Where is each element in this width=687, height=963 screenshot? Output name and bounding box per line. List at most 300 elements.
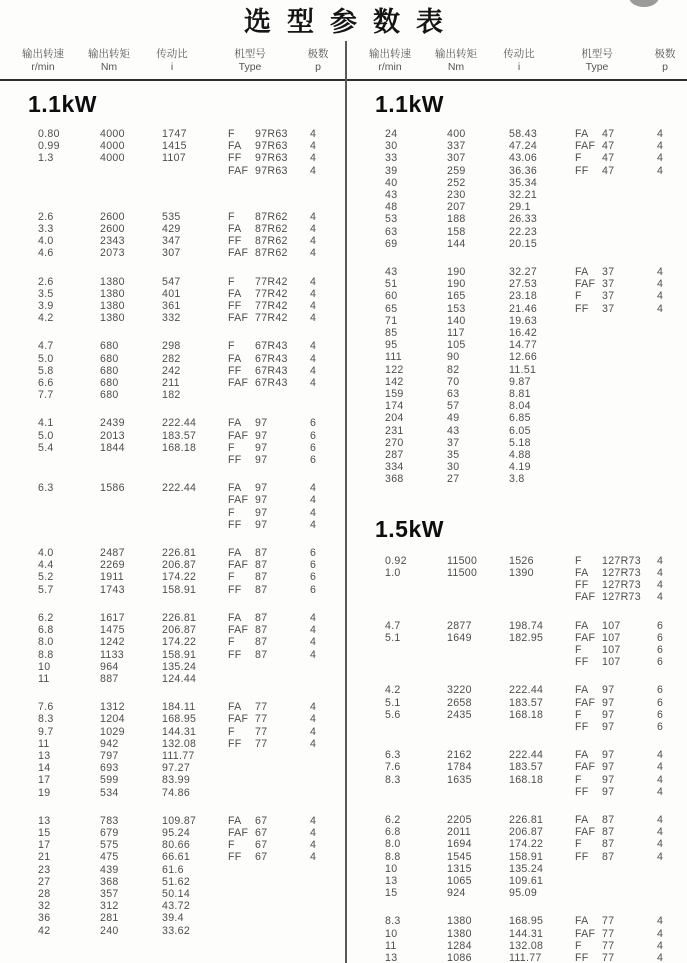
column-header-unit: Nm [447, 61, 465, 73]
cell-prefix [575, 339, 602, 351]
cell-poles: 4 [310, 300, 317, 313]
cell-speed: 27 [38, 875, 51, 888]
cell-torque: 1380 [100, 312, 125, 325]
table-row [347, 928, 687, 940]
cell-speed [385, 644, 447, 656]
cell-poles: 4 [657, 302, 664, 315]
cell-torque: 599 [100, 774, 119, 787]
cell-prefix: FA [228, 547, 242, 560]
cell-prefix: FAF [228, 429, 249, 442]
cell-poles [657, 351, 687, 363]
cell-ratio: 47.24 [509, 140, 538, 153]
cell-ratio: 32.27 [509, 266, 538, 279]
cell-poles [310, 389, 340, 401]
table-row [0, 417, 345, 429]
cell-poles [657, 425, 687, 437]
cell-ratio: 26.33 [509, 213, 538, 226]
cell-torque: 90 [447, 351, 460, 364]
cell-speed: 5.0 [38, 429, 54, 442]
cell-ratio: 226.81 [509, 813, 544, 826]
cell-prefix: FF [575, 785, 589, 798]
cell-poles [657, 364, 687, 376]
cell-prefix [575, 437, 602, 449]
cell-model [602, 364, 657, 376]
cell-torque: 158 [447, 225, 466, 238]
table-row [0, 430, 345, 442]
cell-poles: 4 [657, 773, 664, 786]
cell-torque: 2011 [447, 826, 471, 839]
cell-ratio: 547 [162, 275, 181, 288]
cell-poles: 6 [657, 643, 664, 656]
cell-torque: 1380 [447, 915, 472, 928]
row-block [347, 915, 687, 963]
cell-prefix: F [228, 340, 235, 353]
table-row [0, 839, 345, 851]
cell-prefix [575, 177, 602, 189]
cell-model [602, 875, 657, 887]
cell-poles: 4 [657, 152, 664, 165]
cell-prefix: F [228, 441, 235, 454]
cell-prefix: FAF [228, 247, 249, 260]
cell-poles: 6 [310, 547, 317, 560]
table-row [347, 412, 687, 424]
cell-ratio: 347 [162, 235, 181, 248]
cell-ratio: 182.95 [509, 631, 544, 644]
row-block [347, 684, 687, 733]
cell-ratio: 174.22 [162, 636, 197, 649]
cell-ratio: 184.11 [162, 701, 196, 714]
column-header-unit: p [315, 61, 321, 73]
column-header-unit: r/min [31, 61, 55, 73]
cell-model: 67 [255, 851, 268, 864]
cell-torque: 693 [100, 762, 119, 775]
cell-prefix: FF [575, 951, 589, 963]
cell-speed: 8.8 [385, 850, 401, 863]
cell-ratio: 66.61 [162, 851, 191, 864]
cell-torque [447, 579, 509, 591]
column-header-label: 极数 [307, 48, 329, 60]
cell-model: 77R42 [255, 275, 288, 288]
cell-torque [100, 494, 162, 506]
cell-poles [657, 213, 687, 225]
cell-torque: 1086 [447, 951, 472, 963]
cell-model: 127R73 [602, 579, 641, 592]
cell-speed: 17 [38, 774, 51, 787]
column-header-label: 极数 [654, 48, 676, 60]
column-header-label: 输出转矩 [435, 48, 477, 60]
cell-prefix [575, 189, 602, 201]
cell-speed: 51 [385, 278, 398, 291]
cell-speed: 33 [385, 152, 398, 165]
cell-speed [38, 519, 100, 531]
table-row [0, 365, 345, 377]
cell-model: 87 [602, 838, 615, 851]
column-header-label: 输出转速 [22, 48, 64, 60]
cell-poles [657, 376, 687, 388]
cell-speed: 368 [385, 473, 404, 486]
cell-ratio: 332 [162, 312, 181, 325]
cell-poles: 4 [310, 247, 317, 260]
cell-torque: 140 [447, 314, 466, 327]
cell-model: 87 [255, 583, 268, 596]
cell-poles: 4 [310, 624, 317, 637]
cell-model: 127R73 [602, 591, 641, 604]
cell-speed: 43 [385, 189, 398, 202]
cell-torque: 63 [447, 388, 460, 401]
cell-speed: 7.6 [38, 701, 54, 714]
cell-ratio: 39.4 [162, 912, 184, 925]
cell-torque: 2877 [447, 619, 472, 632]
cell-torque: 2073 [100, 247, 125, 260]
cell-model [255, 900, 310, 912]
cell-prefix: FA [228, 482, 242, 495]
column-header-unit: r/min [378, 61, 402, 73]
cell-prefix: FF [228, 851, 242, 864]
cell-poles: 4 [310, 152, 317, 165]
cell-prefix [575, 376, 602, 388]
cell-ratio: 222.44 [162, 417, 197, 430]
cell-speed: 9.7 [38, 725, 54, 738]
cell-model [602, 327, 657, 339]
cell-speed: 6.2 [38, 611, 54, 624]
cell-model: 97 [602, 720, 615, 733]
column-header-row [0, 41, 345, 79]
cell-ratio: 11.51 [509, 363, 537, 376]
table-row [347, 425, 687, 437]
cell-speed: 5.4 [38, 441, 54, 454]
cell-ratio: 4.19 [509, 461, 531, 474]
cell-poles [310, 787, 340, 799]
cell-torque: 1242 [100, 636, 125, 649]
cell-speed: 204 [385, 412, 404, 425]
table-row [347, 591, 687, 603]
cell-torque: 1133 [100, 648, 124, 661]
cell-ratio [162, 507, 228, 519]
cell-model [255, 787, 310, 799]
cell-speed: 122 [385, 363, 404, 376]
cell-prefix: FAF [228, 624, 249, 637]
cell-model [602, 473, 657, 485]
cell-ratio: 43.72 [162, 900, 191, 913]
cell-torque: 924 [447, 887, 466, 900]
cell-torque: 57 [447, 400, 460, 413]
cell-poles: 4 [310, 737, 317, 750]
cell-speed: 4.2 [385, 684, 401, 697]
cell-torque: 144 [447, 237, 466, 250]
table-row [347, 327, 687, 339]
cell-model [602, 339, 657, 351]
cell-prefix [228, 787, 255, 799]
cell-poles: 4 [657, 850, 664, 863]
cell-speed: 39 [385, 164, 398, 177]
cell-prefix: FF [228, 152, 242, 165]
table-row [347, 400, 687, 412]
cell-ratio: 6.85 [509, 412, 531, 425]
cell-prefix [575, 226, 602, 238]
table-right-half [345, 41, 687, 963]
cell-model [602, 449, 657, 461]
cell-ratio: 1107 [162, 152, 186, 165]
table-row [0, 787, 345, 799]
cell-prefix: F [228, 571, 235, 584]
table-row [0, 152, 345, 164]
cell-prefix: F [575, 708, 582, 721]
cell-speed: 4.7 [385, 619, 401, 632]
cell-ratio: 22.23 [509, 225, 538, 238]
cell-speed: 5.8 [38, 364, 54, 377]
cell-prefix: FA [575, 749, 589, 762]
cell-speed: 142 [385, 375, 404, 388]
cell-prefix [575, 400, 602, 412]
column-header [425, 48, 487, 74]
cell-model [602, 177, 657, 189]
cell-speed: 30 [385, 140, 398, 153]
cell-speed: 13 [38, 749, 51, 762]
table-row [347, 656, 687, 668]
cell-poles [657, 449, 687, 461]
cell-torque [100, 165, 162, 177]
cell-prefix: FAF [575, 140, 596, 153]
cell-speed: 5.1 [385, 696, 401, 709]
cell-poles: 4 [657, 826, 664, 839]
table-row [347, 915, 687, 927]
cell-torque: 153 [447, 302, 466, 315]
cell-poles: 6 [310, 583, 317, 596]
cell-poles: 4 [310, 352, 317, 365]
cell-ratio: 111.77 [162, 749, 195, 762]
table-row [347, 213, 687, 225]
cell-poles [657, 412, 687, 424]
table-row [347, 814, 687, 826]
cell-torque: 1784 [447, 761, 472, 774]
cell-torque: 942 [100, 737, 119, 750]
cell-prefix: FF [228, 583, 242, 596]
cell-ratio [509, 786, 575, 798]
row-block [0, 128, 345, 177]
cell-torque: 368 [100, 875, 119, 888]
column-header-label: 机型号 [581, 48, 613, 60]
cell-torque: 2205 [447, 813, 472, 826]
cell-poles: 4 [310, 518, 317, 531]
cell-prefix: F [228, 128, 235, 140]
cell-model: 77 [602, 939, 615, 952]
table-row [347, 165, 687, 177]
cell-torque [100, 454, 162, 466]
cell-poles: 4 [310, 506, 317, 519]
table-row [0, 888, 345, 900]
cell-prefix [228, 888, 255, 900]
cell-ratio: 95.24 [162, 826, 191, 839]
cell-speed: 24 [385, 128, 398, 140]
cell-prefix: F [228, 210, 235, 223]
cell-ratio: 16.42 [509, 327, 538, 340]
table-row [347, 709, 687, 721]
cell-ratio [162, 454, 228, 466]
cell-ratio [162, 165, 228, 177]
cell-ratio: 36.36 [509, 164, 538, 177]
cell-speed: 4.7 [38, 340, 54, 353]
cell-poles [657, 315, 687, 327]
cell-ratio: 226.81 [162, 611, 197, 624]
table-row [347, 774, 687, 786]
cell-speed [38, 454, 100, 466]
cell-ratio: 174.22 [509, 838, 544, 851]
cell-poles [657, 461, 687, 473]
cell-poles: 4 [310, 312, 317, 325]
cell-model: 87R62 [255, 247, 288, 260]
cell-model: 97R63 [255, 128, 288, 140]
table-row [0, 827, 345, 839]
cell-prefix: F [228, 636, 235, 649]
column-header-unit: i [170, 61, 174, 73]
table-row [347, 238, 687, 250]
cell-prefix [575, 388, 602, 400]
cell-prefix: FAF [228, 713, 249, 726]
power-section [347, 516, 687, 963]
cell-model: 67 [255, 839, 268, 852]
cell-prefix: F [575, 939, 582, 952]
column-header-label: 机型号 [234, 48, 266, 60]
table-row [347, 461, 687, 473]
cell-speed: 19 [38, 786, 51, 799]
row-block [347, 128, 687, 250]
table-columns [0, 41, 687, 963]
table-row [0, 519, 345, 531]
cell-torque: 1649 [447, 631, 472, 644]
cell-torque: 964 [100, 660, 119, 673]
cell-model: 97 [602, 761, 615, 774]
cell-model: 127R73 [602, 566, 641, 579]
cell-poles [657, 875, 687, 887]
cell-model [602, 213, 657, 225]
table-row [0, 900, 345, 912]
cell-prefix: FAF [228, 559, 249, 572]
cell-speed: 13 [38, 814, 51, 827]
column-header [8, 48, 78, 74]
table-row [0, 762, 345, 774]
cell-torque: 1617 [100, 611, 125, 624]
table-row [347, 555, 687, 567]
cell-speed: 17 [38, 839, 51, 852]
table-row [0, 211, 345, 223]
table-row [0, 815, 345, 827]
cell-prefix [575, 364, 602, 376]
table-row [0, 661, 345, 673]
cell-speed: 13 [385, 874, 398, 887]
cell-poles: 4 [657, 278, 664, 291]
cell-ratio: 124.44 [162, 672, 197, 685]
cell-poles [657, 473, 687, 485]
cell-prefix: FF [228, 364, 242, 377]
cell-speed: 3.3 [38, 223, 54, 236]
cell-prefix [575, 315, 602, 327]
cell-ratio: 95.09 [509, 887, 538, 900]
cell-model: 97 [602, 708, 615, 721]
table-row [347, 315, 687, 327]
cell-speed: 63 [385, 225, 398, 238]
cell-model: 97R63 [255, 164, 288, 177]
column-header-unit: p [662, 61, 668, 73]
cell-model: 97 [602, 684, 615, 697]
cell-model: 67R43 [255, 377, 288, 390]
cell-ratio: 361 [162, 300, 181, 313]
cell-speed: 10 [38, 660, 51, 673]
cell-model: 87 [255, 571, 268, 584]
cell-torque: 1694 [447, 838, 472, 851]
cell-ratio: 74.86 [162, 786, 191, 799]
cell-speed: 5.6 [385, 708, 401, 721]
table-row [347, 567, 687, 579]
cell-poles [310, 864, 340, 876]
cell-model: 107 [602, 631, 621, 644]
table-left-half [0, 41, 345, 963]
column-header-label: 传动比 [156, 48, 188, 60]
cell-poles [657, 177, 687, 189]
cell-speed: 159 [385, 388, 404, 401]
table-row [0, 482, 345, 494]
cell-torque: 680 [100, 364, 119, 377]
cell-model: 47 [602, 152, 615, 165]
cell-ratio: 6.05 [509, 424, 531, 437]
cell-speed: 15 [38, 826, 51, 839]
cell-speed: 4.1 [38, 417, 54, 430]
table-row [0, 624, 345, 636]
cell-poles: 4 [310, 164, 317, 177]
row-block [347, 555, 687, 604]
cell-torque: 259 [447, 164, 466, 177]
cell-ratio: 83.99 [162, 774, 191, 787]
cell-speed: 14 [38, 762, 51, 775]
cell-speed: 69 [385, 237, 398, 250]
cell-model [602, 189, 657, 201]
cell-prefix: FAF [228, 826, 249, 839]
cell-model: 77 [602, 951, 615, 963]
cell-ratio [509, 721, 575, 733]
cell-model: 107 [602, 656, 621, 669]
cell-ratio: 168.95 [509, 915, 544, 928]
cell-model: 77 [255, 725, 268, 738]
cell-torque: 49 [447, 412, 460, 425]
cell-speed [385, 786, 447, 798]
cell-model: 97 [255, 494, 268, 507]
cell-speed [38, 494, 100, 506]
cell-speed: 2.6 [38, 275, 54, 288]
table-row [347, 684, 687, 696]
cell-poles: 4 [657, 140, 664, 153]
cell-speed: 10 [385, 927, 398, 940]
cell-torque: 680 [100, 352, 119, 365]
cell-torque [447, 721, 509, 733]
cell-speed: 0.99 [38, 140, 60, 153]
cell-torque: 2439 [100, 417, 125, 430]
row-block [0, 815, 345, 937]
cell-poles: 4 [657, 915, 664, 928]
cell-model: 47 [602, 164, 615, 177]
cell-poles [657, 437, 687, 449]
cell-ratio: 19.63 [509, 314, 538, 327]
cell-model: 47 [602, 140, 615, 153]
cell-prefix [575, 213, 602, 225]
cell-speed: 95 [385, 339, 398, 352]
cell-poles: 4 [310, 701, 317, 714]
cell-ratio: 80.66 [162, 839, 191, 852]
cell-speed: 36 [38, 912, 51, 925]
table-row [347, 152, 687, 164]
cell-torque [447, 644, 509, 656]
column-header-label: 输出转矩 [88, 48, 130, 60]
cell-model: 37 [602, 290, 615, 303]
cell-model [255, 925, 310, 937]
